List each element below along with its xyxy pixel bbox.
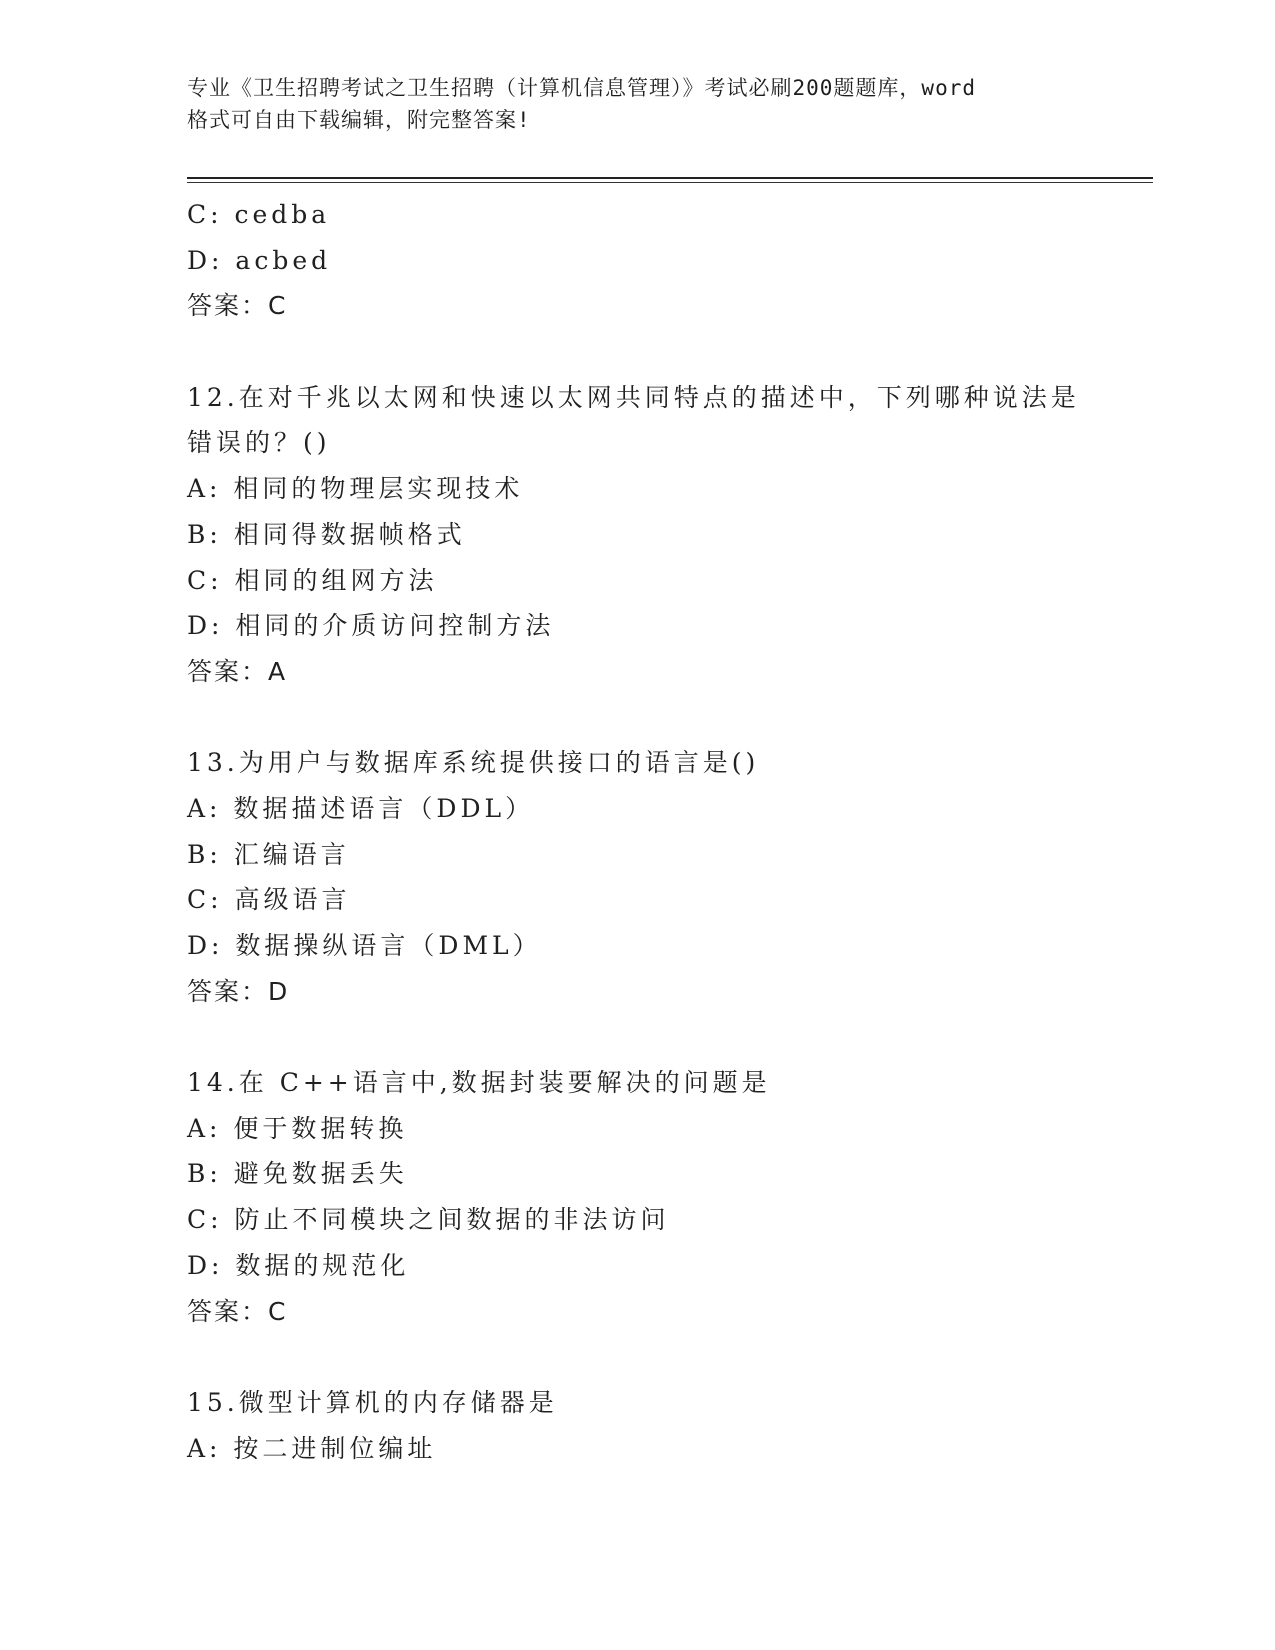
option-c: C: 高级语言 — [187, 885, 351, 915]
option-a: A: 按二进制位编址 — [187, 1433, 437, 1463]
header-divider-thin — [187, 182, 1153, 183]
question-list — [187, 192, 1127, 1471]
option-c: C: cedba — [187, 200, 331, 229]
question-spacer — [187, 1014, 1127, 1060]
option-b: B: 汇编语言 — [187, 839, 350, 869]
question-14 — [187, 1060, 1127, 1334]
header-title-line-1: 专业《卫生招聘考试之卫生招聘（计算机信息管理）》考试必刷200题题库，word — [187, 76, 976, 100]
question-stem-line-1: 12.在对千兆以太网和快速以太网共同特点的描述中，下列哪种说法是 — [187, 382, 1080, 412]
document-header — [187, 72, 1087, 136]
question-spacer — [187, 695, 1127, 741]
question-spacer — [187, 1334, 1127, 1380]
option-d: D: 相同的介质访问控制方法 — [187, 611, 555, 641]
answer-line: 答案：D — [187, 976, 290, 1006]
question-stem: 14.在 C++语言中,数据封装要解决的问题是 — [187, 1068, 771, 1098]
question-13 — [187, 740, 1127, 1014]
option-c: C: 相同的组网方法 — [187, 565, 438, 595]
question-stem-line-2: 错误的？() — [187, 428, 331, 458]
question-15 — [187, 1380, 1127, 1471]
option-b: B: 相同得数据帧格式 — [187, 519, 466, 549]
option-a: A: 便于数据转换 — [187, 1113, 408, 1143]
option-d: D: 数据的规范化 — [187, 1250, 410, 1280]
answer-line: 答案：A — [187, 656, 288, 686]
option-c: C: 防止不同模块之间数据的非法访问 — [187, 1205, 670, 1235]
question-stem: 13.为用户与数据库系统提供接口的语言是() — [187, 748, 760, 778]
question-stem: 15.微型计算机的内存储器是 — [187, 1387, 558, 1417]
header-divider-thick — [187, 177, 1153, 179]
answer-line: 答案：C — [187, 1296, 288, 1326]
option-a: A: 数据描述语言（DDL） — [187, 793, 535, 823]
option-d: D: 数据操纵语言（DML） — [187, 931, 542, 960]
option-d: D: acbed — [187, 245, 332, 275]
question-spacer — [187, 329, 1127, 375]
header-title-line-2: 格式可自由下载编辑，附完整答案! — [187, 108, 531, 132]
question-12 — [187, 375, 1127, 695]
answer-line: 答案：C — [187, 291, 288, 321]
option-a: A: 相同的物理层实现技术 — [187, 474, 524, 504]
question-11 — [187, 192, 1127, 329]
option-b: B: 避免数据丢失 — [187, 1159, 408, 1189]
